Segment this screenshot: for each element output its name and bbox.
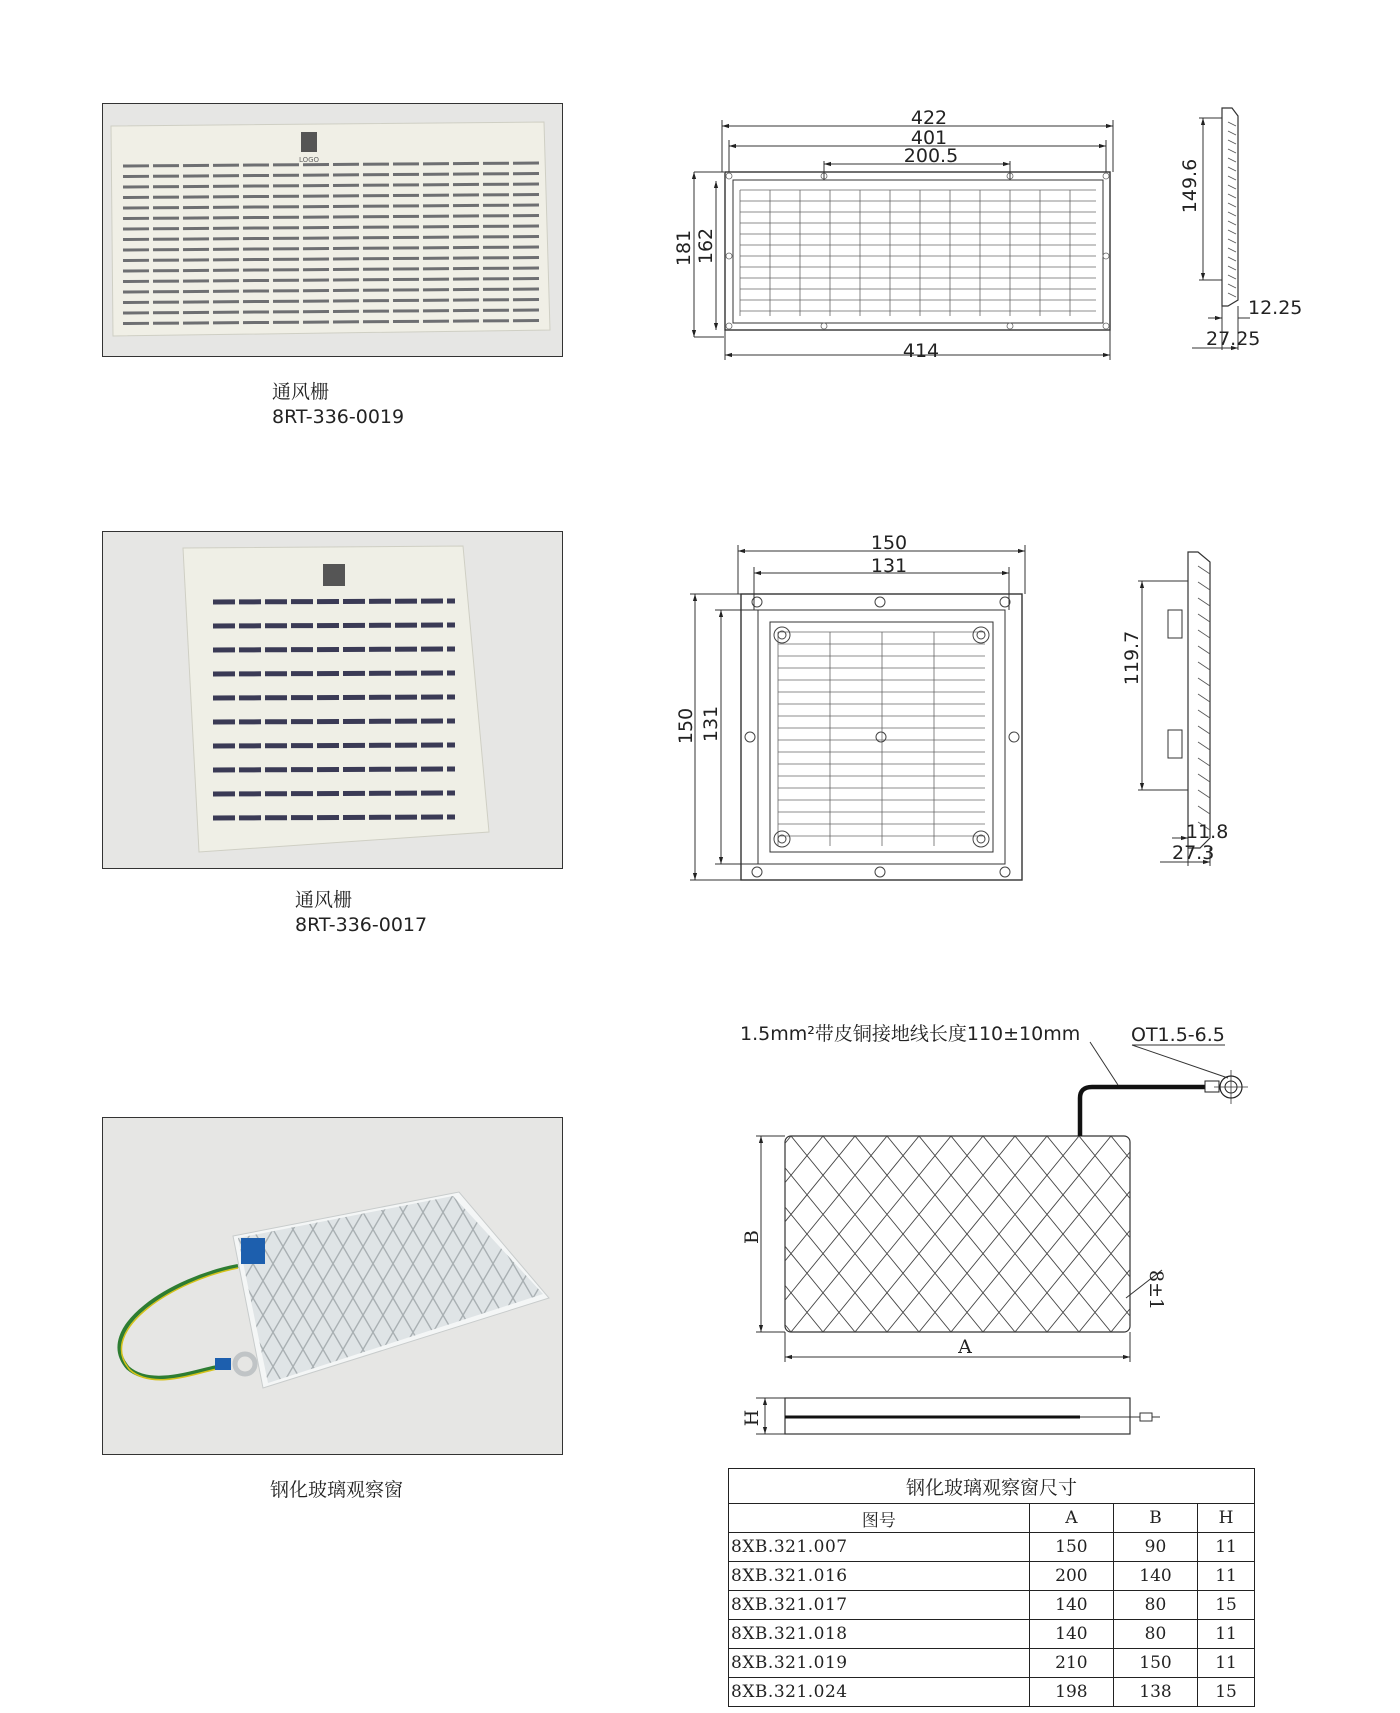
dim-b: B: [741, 1230, 763, 1244]
dim-162: 162: [695, 227, 717, 265]
drawing-2: [690, 545, 1210, 880]
dim-401: 401: [910, 127, 948, 149]
header-a: A: [1029, 1504, 1113, 1533]
dim-131-width: 131: [870, 555, 908, 577]
dim-414: 414: [902, 340, 940, 362]
dim-200-5: 200.5: [903, 145, 959, 167]
table-row: [729, 1591, 1255, 1620]
cell-b: 80: [1113, 1591, 1197, 1620]
mesh-spacing-label: 8±1: [1145, 1270, 1167, 1311]
product-code: 8RT-336-0019: [272, 406, 405, 428]
dim-422: 422: [910, 107, 948, 129]
dim-131-height: 131: [700, 705, 722, 743]
table-row: [729, 1562, 1255, 1591]
cell-h: 11: [1198, 1649, 1255, 1678]
dim-150-width: 150: [870, 532, 908, 554]
product-name: 通风栅: [295, 889, 353, 911]
cell-a: 198: [1029, 1678, 1113, 1707]
dim-11-8: 11.8: [1186, 821, 1229, 843]
cell-model: 8XB.321.024: [729, 1678, 1030, 1707]
svg-text:LOGO: LOGO: [298, 156, 320, 164]
cell-h: 11: [1198, 1620, 1255, 1649]
cell-model: 8XB.321.017: [729, 1591, 1030, 1620]
dim-27-25: 27.25: [1206, 328, 1261, 350]
cell-h: 11: [1198, 1562, 1255, 1591]
drawing-1: [694, 108, 1250, 360]
wire-spec-label: 1.5mm²带皮铜接地线长度110±10mm: [740, 1023, 1081, 1045]
cell-h: 15: [1198, 1591, 1255, 1620]
glass-window-dimension-table: [728, 1468, 1255, 1707]
cell-model: 8XB.321.018: [729, 1620, 1030, 1649]
header-model: 图号: [729, 1504, 1030, 1533]
product-code: 8RT-336-0017: [295, 914, 428, 936]
table-row: [729, 1678, 1255, 1707]
cell-a: 150: [1029, 1533, 1113, 1562]
cell-h: 15: [1198, 1678, 1255, 1707]
cell-b: 80: [1113, 1620, 1197, 1649]
dim-a: A: [958, 1336, 972, 1358]
dim-h: H: [741, 1409, 763, 1427]
table-title-row: [729, 1469, 1255, 1504]
table-row: [729, 1649, 1255, 1678]
table-row: [729, 1620, 1255, 1649]
dim-181: 181: [673, 229, 695, 267]
terminal-spec-label: OT1.5-6.5: [1131, 1024, 1225, 1046]
cell-b: 138: [1113, 1678, 1197, 1707]
cell-a: 210: [1029, 1649, 1113, 1678]
drawing-3: [535, 1042, 1367, 1434]
dim-27-3: 27.3: [1172, 842, 1215, 864]
header-b: B: [1113, 1504, 1197, 1533]
header-h: H: [1198, 1504, 1255, 1533]
table-row: [729, 1533, 1255, 1562]
product-name: 钢化玻璃观察窗: [270, 1479, 404, 1501]
cell-a: 140: [1029, 1591, 1113, 1620]
cell-b: 150: [1113, 1649, 1197, 1678]
cell-a: 140: [1029, 1620, 1113, 1649]
table-header-row: [729, 1504, 1255, 1533]
cell-model: 8XB.321.019: [729, 1649, 1030, 1678]
dim-150-height: 150: [675, 707, 697, 745]
product-name: 通风栅: [272, 381, 330, 403]
cell-b: 140: [1113, 1562, 1197, 1591]
cell-h: 11: [1198, 1533, 1255, 1562]
dim-119-7: 119.7: [1121, 630, 1143, 686]
table-title: 钢化玻璃观察窗尺寸: [729, 1469, 1255, 1504]
dim-149-6: 149.6: [1179, 158, 1201, 214]
cell-a: 200: [1029, 1562, 1113, 1591]
cell-model: 8XB.321.007: [729, 1533, 1030, 1562]
cell-b: 90: [1113, 1533, 1197, 1562]
cell-model: 8XB.321.016: [729, 1562, 1030, 1591]
dim-12-25: 12.25: [1248, 297, 1303, 319]
